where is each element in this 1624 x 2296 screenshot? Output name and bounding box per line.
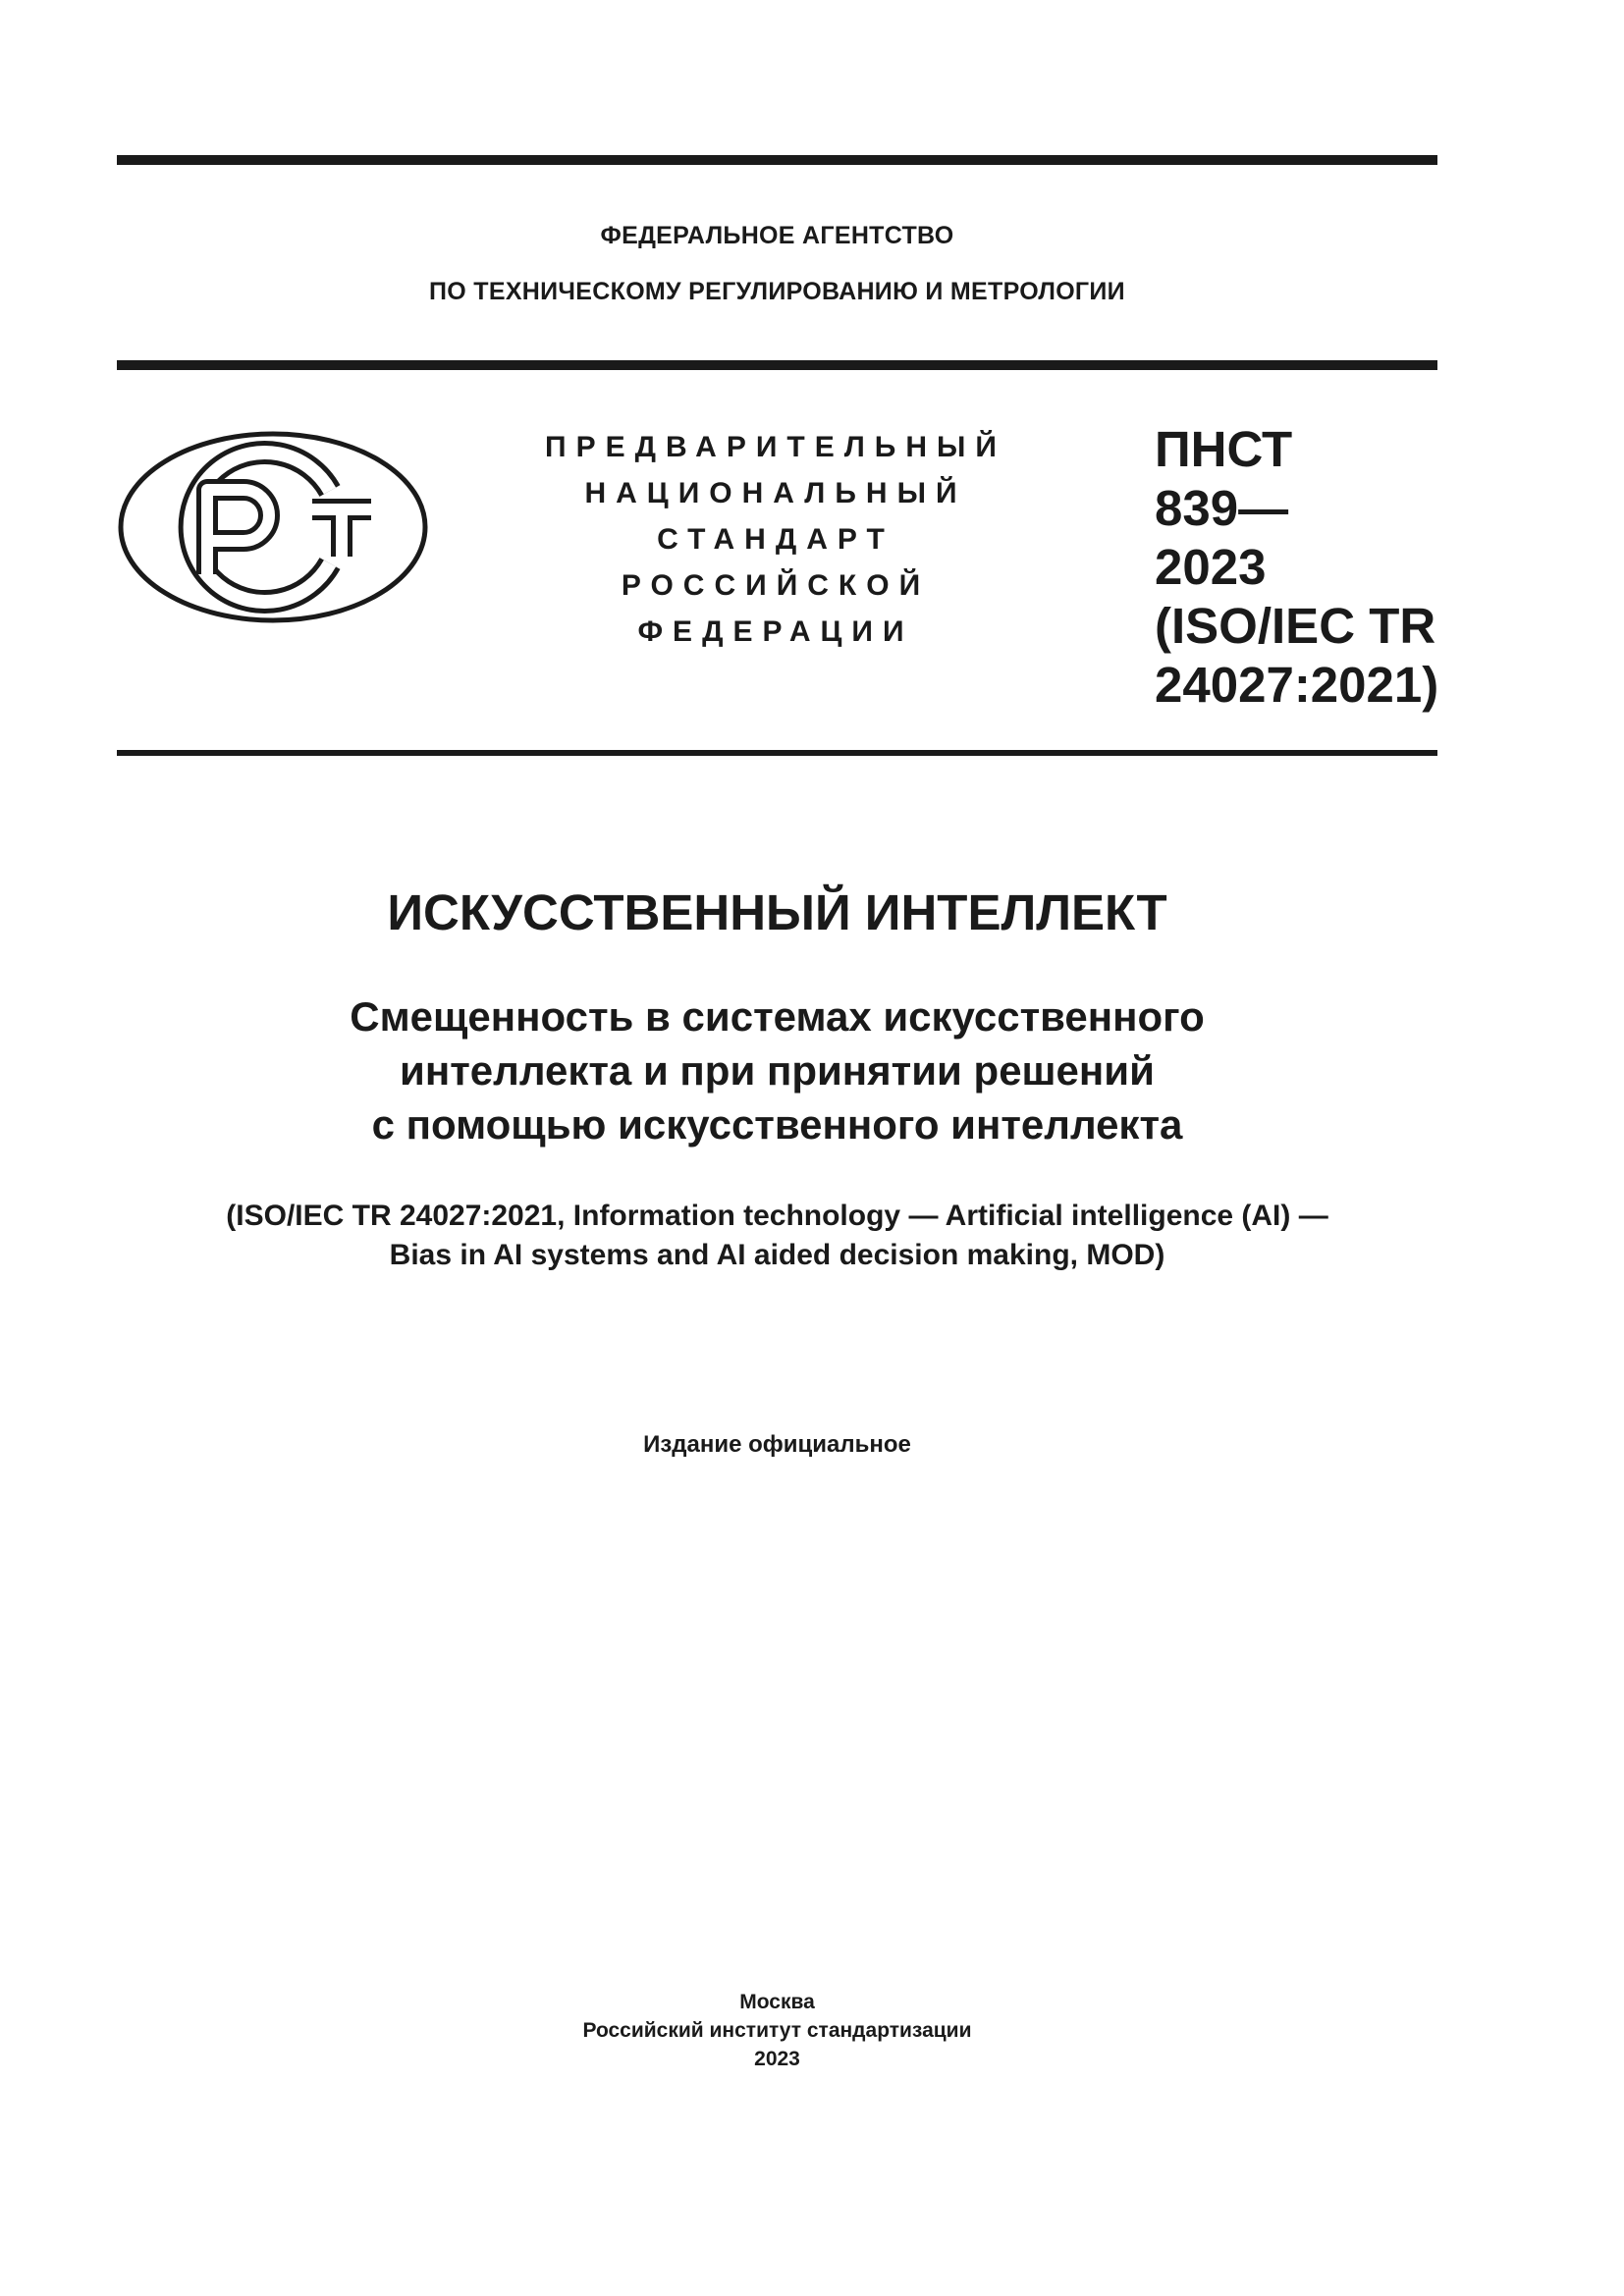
original-title-line: Bias in AI systems and AI aided decision making, MOD) <box>389 1239 1165 1271</box>
document-title: ИСКУССТВЕННЫЙ ИНТЕЛЛЕКТ <box>387 884 1167 940</box>
top-rule <box>117 155 1437 165</box>
imprint <box>117 1988 1437 2073</box>
rst-mark-icon <box>116 429 430 625</box>
lower-rule <box>117 750 1437 756</box>
standard-type-line: СТАНДАРТ <box>657 523 894 556</box>
original-title-line: (ISO/IEC TR 24027:2021, Information technology — Artificial intelligence (AI) — <box>226 1200 1328 1232</box>
middle-rule <box>117 360 1437 370</box>
standard-type-line: ФЕДЕРАЦИИ <box>637 615 914 648</box>
standard-number-line: 24027:2021) <box>1155 657 1439 713</box>
standard-number-line: 2023 <box>1155 539 1267 595</box>
agency-line-1: ФЕДЕРАЛЬНОЕ АГЕНТСТВО <box>600 222 954 249</box>
standard-type-line: ПРЕДВАРИТЕЛЬНЫЙ <box>545 431 1006 463</box>
imprint-city: Москва <box>739 1991 815 2013</box>
subtitle-line: с помощью искусственного интеллекта <box>371 1101 1183 1148</box>
standard-type-line: НАЦИОНАЛЬНЫЙ <box>584 477 967 509</box>
imprint-year: 2023 <box>754 2048 800 2070</box>
standard-number-line: (ISO/IEC TR <box>1155 598 1436 654</box>
imprint-publisher: Российский институт стандартизации <box>582 2019 972 2042</box>
subtitle-line: Смещенность в системах искусственного <box>350 993 1205 1040</box>
original-title <box>117 1197 1437 1275</box>
standard-type-line: РОССИЙСКОЙ <box>621 569 931 602</box>
standard-number-line: 839— <box>1155 480 1289 536</box>
document-subtitle <box>117 989 1437 1151</box>
subtitle-line: интеллекта и при принятии решений <box>400 1047 1155 1094</box>
agency-line-2: ПО ТЕХНИЧЕСКОМУ РЕГУЛИРОВАНИЮ И МЕТРОЛОГИИ <box>429 278 1125 305</box>
standard-type <box>511 424 1041 655</box>
standard-number-line: ПНСТ <box>1155 421 1293 477</box>
standard-number <box>1155 420 1439 715</box>
edition-note: Издание официальное <box>643 1431 911 1458</box>
